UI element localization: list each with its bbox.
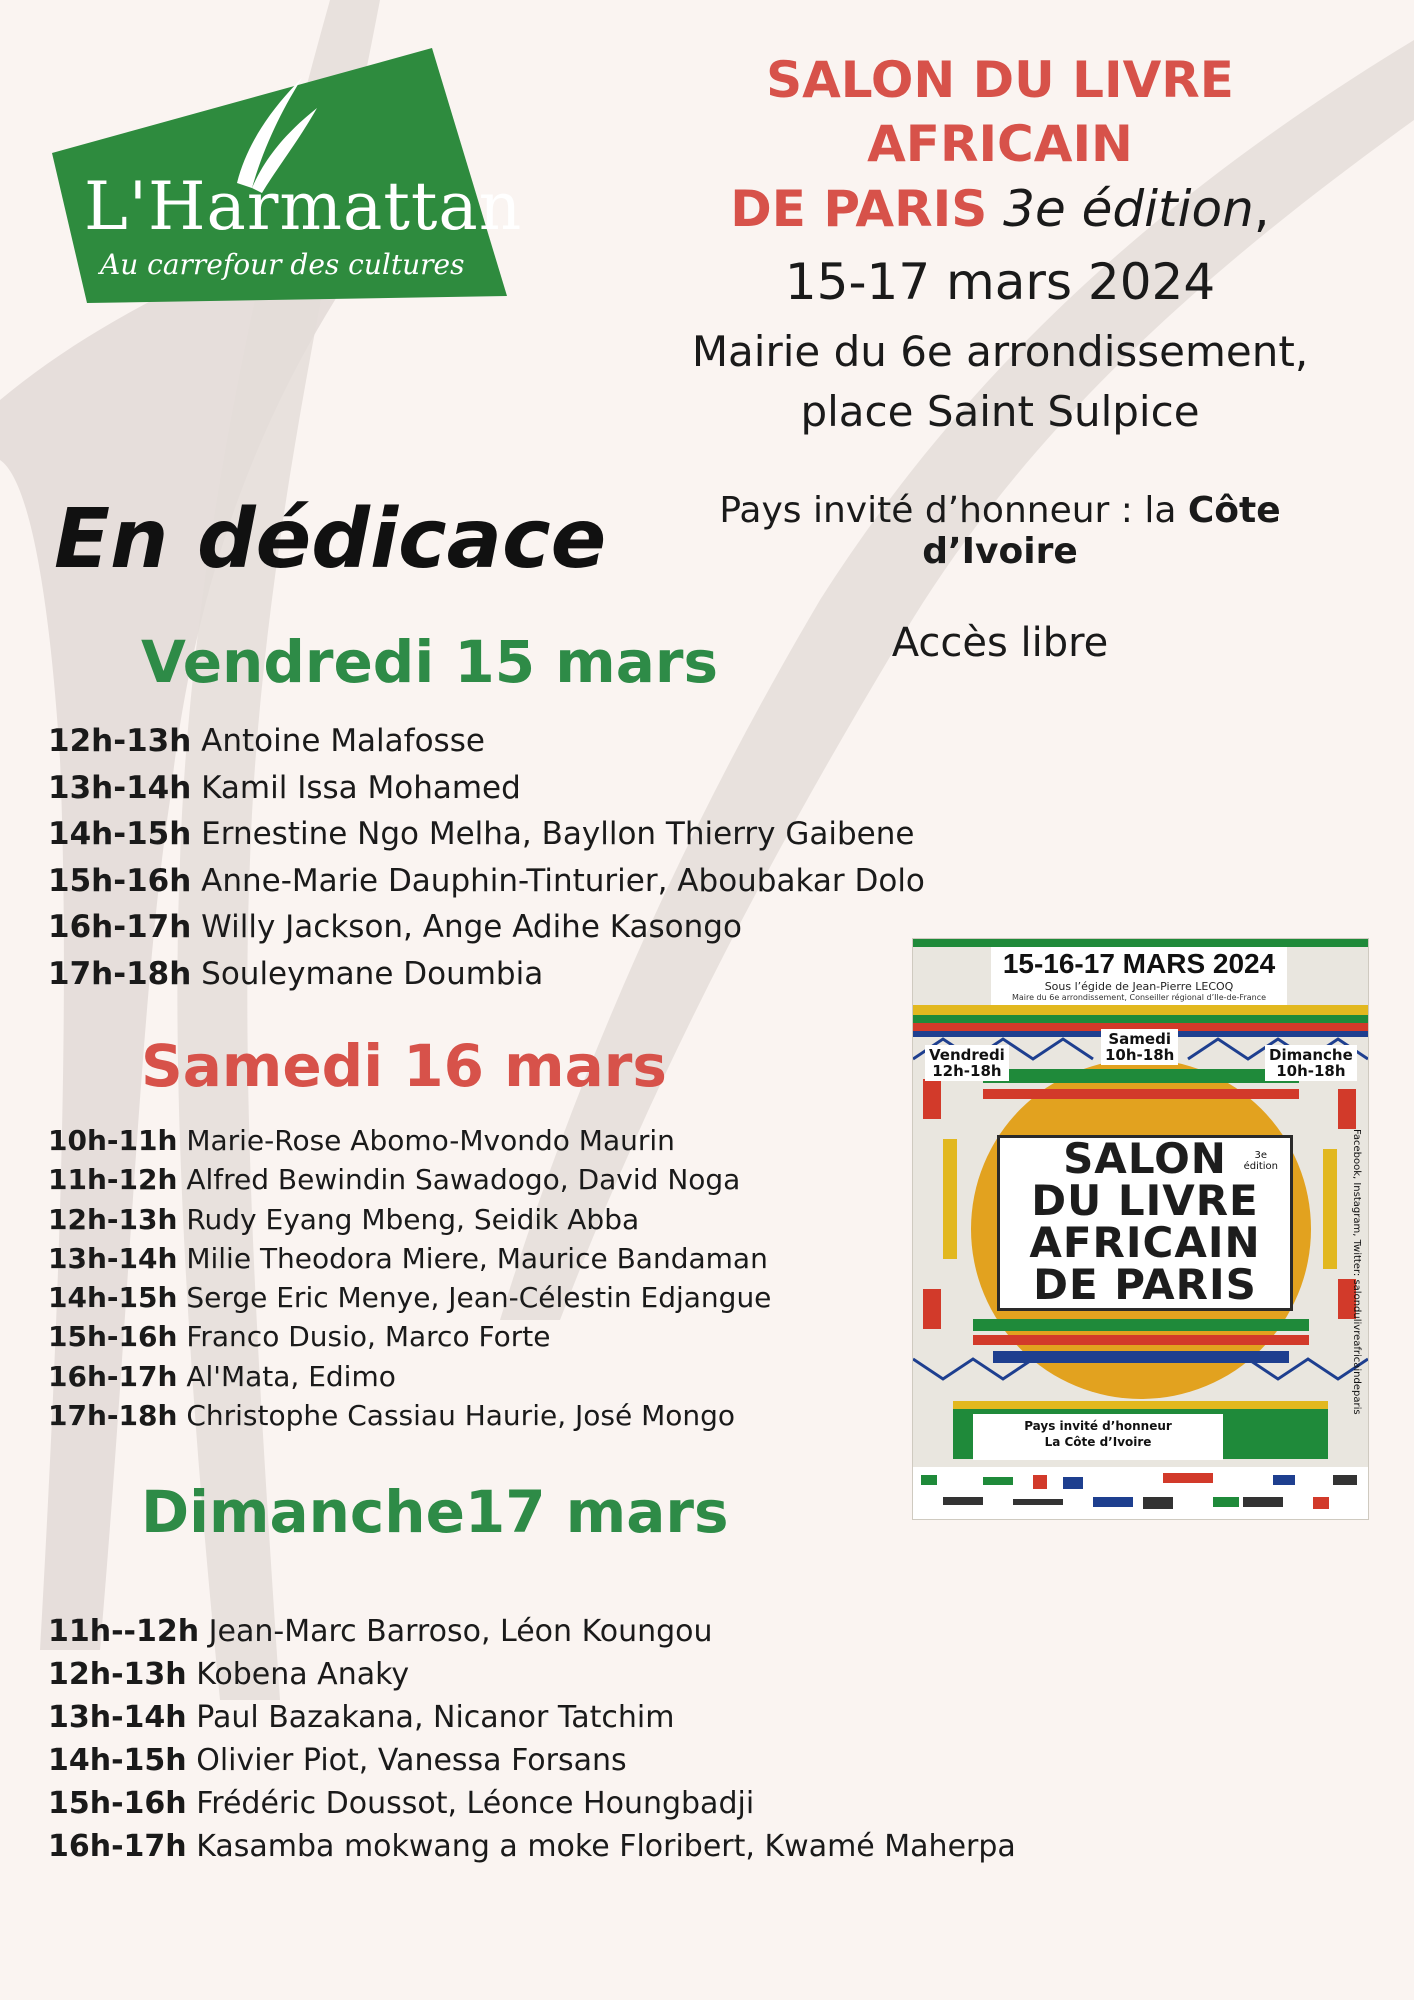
slot-authors: Frédéric Doussot, Léonce Houngbadji <box>186 1786 755 1821</box>
slot-authors: Alfred Bewindin Sawadogo, David Noga <box>177 1163 741 1197</box>
slot-time: 12h-13h <box>48 1657 187 1692</box>
poster-title-line4: DE PARIS <box>1033 1260 1257 1309</box>
slot-authors: Willy Jackson, Ange Adihe Kasongo <box>191 909 742 945</box>
event-poster <box>912 938 1369 1520</box>
poster-saturday-label: Samedi <box>1108 1030 1171 1048</box>
poster-title-line1: SALON <box>1063 1134 1227 1183</box>
poster-social-handles: Facebook, Instagram, Twitter: salondulivreafricaindeparis <box>1351 1129 1362 1415</box>
sunday-schedule <box>48 1610 1016 1868</box>
poster-guest-country <box>973 1414 1223 1460</box>
slot-time: 12h-13h <box>48 723 192 759</box>
poster-sponsor-logos <box>913 1467 1368 1519</box>
poster-title-line2: DU LIVRE <box>1031 1176 1259 1225</box>
slot-time: 12h-13h <box>48 1202 178 1236</box>
poster-title-box <box>997 1135 1293 1311</box>
schedule-row <box>48 1160 771 1199</box>
slot-authors: Rudy Eyang Mbeng, Seidik Abba <box>177 1202 640 1236</box>
schedule-row <box>48 1696 1016 1739</box>
poster-guest-line1: Pays invité d’honneur <box>1024 1419 1172 1433</box>
poster-dates: 15-16-17 MARS 2024 <box>1002 948 1276 979</box>
friday-schedule <box>48 718 925 997</box>
slot-time: 17h-18h <box>48 955 192 992</box>
event-venue-line2: place Saint Sulpice <box>800 387 1200 436</box>
slot-time: 11h--12h <box>48 1614 200 1649</box>
slot-authors: Kasamba mokwang a moke Floribert, Kwamé Maherpa <box>186 1829 1016 1864</box>
slot-authors: Paul Bazakana, Nicanor Tatchim <box>186 1700 675 1735</box>
harmattan-logo <box>52 48 523 303</box>
guest-country <box>640 490 1360 572</box>
slot-authors: Kamil Issa Mohamed <box>191 769 521 806</box>
slot-authors: Al'Mata, Edimo <box>177 1359 396 1393</box>
event-edition-comma: , <box>1253 180 1270 238</box>
slot-time: 14h-15h <box>48 1743 187 1778</box>
schedule-row <box>48 1825 1016 1868</box>
slot-time: 13h-14h <box>48 1700 187 1735</box>
schedule-row <box>48 765 925 812</box>
guest-country-name: Côte d’Ivoire <box>922 490 1281 572</box>
sunday-heading: Dimanche17 mars <box>141 1478 729 1546</box>
poster-friday-hours: 12h-18h <box>932 1062 1002 1080</box>
slot-authors: Antoine Malafosse <box>191 723 485 759</box>
poster-edition-number: 3e <box>1254 1150 1268 1161</box>
poster-edition-word: édition <box>1243 1161 1278 1172</box>
slot-time: 17h-18h <box>48 1399 178 1433</box>
logo-tagline: Au carrefour des cultures <box>100 248 465 281</box>
schedule-row <box>48 1782 1016 1825</box>
saturday-schedule <box>48 1121 771 1435</box>
poster-guest-line2: La Côte d’Ivoire <box>1044 1435 1152 1449</box>
schedule-row <box>48 904 925 951</box>
schedule-row <box>48 718 925 765</box>
schedule-row <box>48 1317 771 1356</box>
poster-egide-sub: Maire du 6e arrondissement, Conseiller régional d’Ile-de-France <box>1011 993 1267 1002</box>
poster-sunday-tag <box>1265 1045 1357 1081</box>
schedule-row <box>48 1121 771 1160</box>
free-access: Accès libre <box>891 620 1109 666</box>
event-title-line1: SALON DU LIVRE AFRICAIN <box>766 51 1234 173</box>
schedule-row <box>48 1357 771 1396</box>
schedule-row <box>48 1396 771 1435</box>
saturday-heading: Samedi 16 mars <box>141 1032 667 1100</box>
schedule-row <box>48 811 925 858</box>
slot-authors: Souleymane Doumbia <box>191 955 544 992</box>
poster-saturday-hours: 10h-18h <box>1105 1046 1175 1064</box>
schedule-row <box>48 858 925 905</box>
slot-authors: Olivier Piot, Vanessa Forsans <box>186 1743 627 1778</box>
friday-heading: Vendredi 15 mars <box>141 628 718 696</box>
poster-friday-label: Vendredi <box>929 1046 1005 1064</box>
slot-time: 15h-16h <box>48 1320 178 1354</box>
event-title-line2 <box>640 176 1360 242</box>
slot-time: 14h-15h <box>48 816 192 852</box>
poster-sunday-label: Dimanche <box>1269 1046 1353 1064</box>
slot-authors: Franco Dusio, Marco Forte <box>177 1320 551 1354</box>
slot-authors: Anne-Marie Dauphin-Tinturier, Aboubakar Dolo <box>191 862 925 899</box>
slot-time: 15h-16h <box>48 1786 187 1821</box>
poster-title-line3: AFRICAIN <box>1029 1218 1261 1267</box>
event-venue-line1: Mairie du 6e arrondissement, <box>691 327 1309 376</box>
slot-authors: Christophe Cassiau Haurie, José Mongo <box>177 1399 736 1433</box>
schedule-row <box>48 1278 771 1317</box>
schedule-row <box>48 1200 771 1239</box>
slot-time: 16h-17h <box>48 1829 187 1864</box>
dedicace-title: En dédicace <box>54 492 607 587</box>
slot-time: 14h-15h <box>48 1281 178 1315</box>
event-header <box>640 48 1360 666</box>
schedule-row <box>48 1653 1016 1696</box>
schedule-row <box>48 951 925 998</box>
guest-country-prefix: Pays invité d’honneur : la <box>719 490 1188 531</box>
poster-saturday-tag <box>1101 1029 1178 1065</box>
event-edition: 3e édition <box>1003 180 1254 238</box>
event-dates: 15-17 mars 2024 <box>784 253 1216 311</box>
poster-dates-box <box>991 947 1287 1005</box>
slot-time: 15h-16h <box>48 862 192 899</box>
slot-time: 16h-17h <box>48 1359 178 1393</box>
poster-edition <box>1244 1150 1278 1172</box>
slot-time: 10h-11h <box>48 1124 178 1157</box>
schedule-row <box>48 1739 1016 1782</box>
slot-time: 13h-14h <box>48 769 192 806</box>
slot-authors: Milie Theodora Miere, Maurice Bandaman <box>177 1241 768 1275</box>
poster-egide: Sous l’égide de Jean-Pierre LECOQ <box>1044 980 1234 993</box>
slot-authors: Kobena Anaky <box>186 1657 410 1692</box>
slot-time: 16h-17h <box>48 909 192 945</box>
slot-authors: Jean-Marc Barroso, Léon Koungou <box>199 1614 713 1649</box>
slot-authors: Serge Eric Menye, Jean-Célestin Edjangue <box>177 1281 772 1315</box>
poster-sunday-hours: 10h-18h <box>1276 1062 1346 1080</box>
event-title-paris: DE PARIS <box>730 180 988 238</box>
logo-name: L'Harmattan <box>84 168 523 245</box>
slot-time: 11h-12h <box>48 1163 178 1197</box>
schedule-row <box>48 1239 771 1278</box>
schedule-row <box>48 1610 1016 1653</box>
slot-authors: Ernestine Ngo Melha, Bayllon Thierry Gaibene <box>191 816 915 852</box>
slot-authors: Marie-Rose Abomo-Mvondo Maurin <box>177 1124 675 1157</box>
poster-friday-tag <box>925 1045 1009 1081</box>
slot-time: 13h-14h <box>48 1241 178 1275</box>
